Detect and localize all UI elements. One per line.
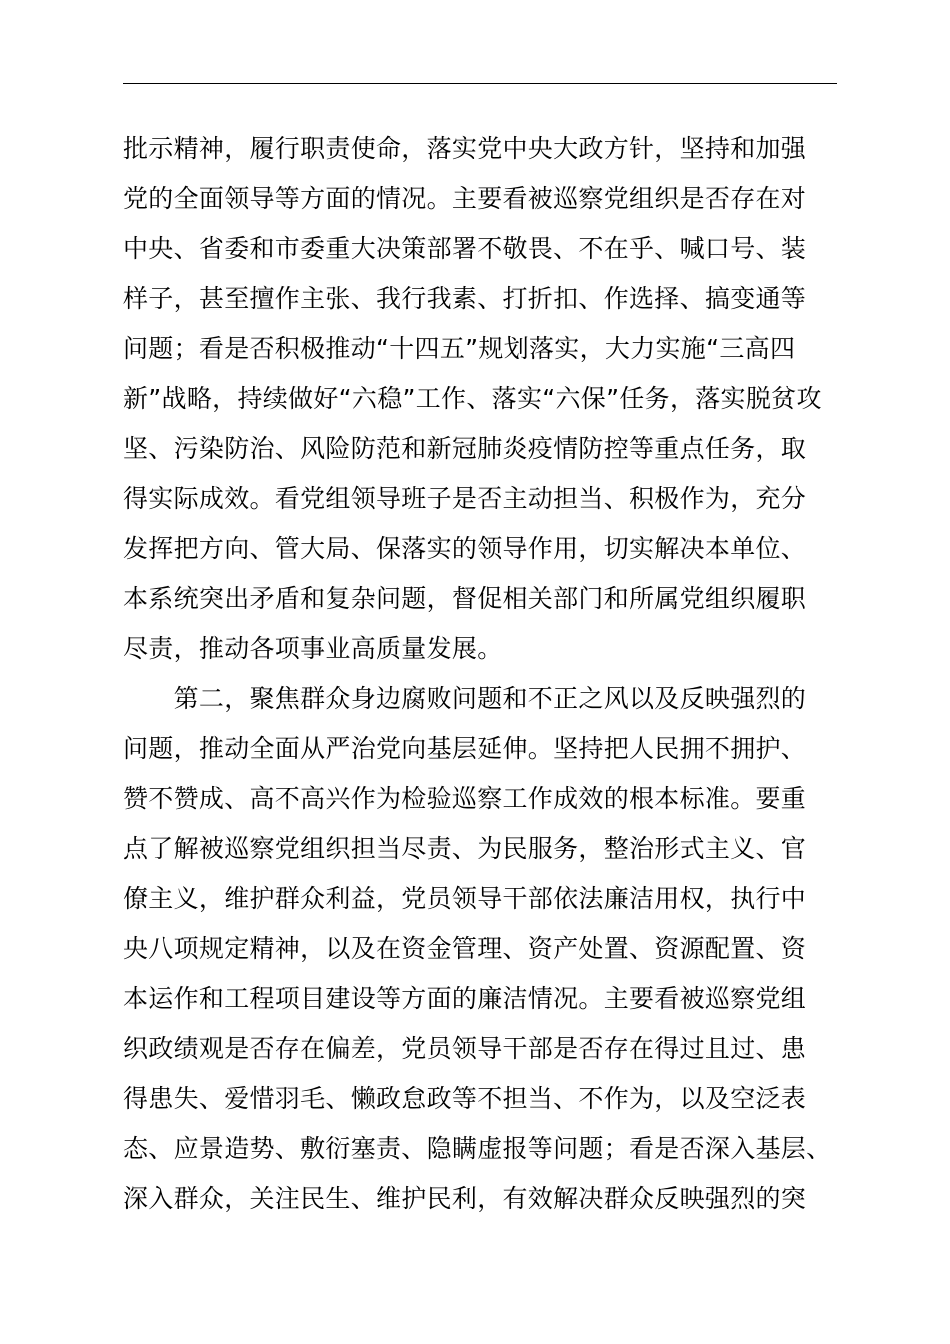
- text-line: 织政绩观是否存在偏差，党员领导干部是否存在得过且过、患: [123, 1034, 807, 1063]
- text-line: 央八项规定精神，以及在资金管理、资产处置、资源配置、资: [123, 934, 807, 963]
- paragraph-start-line: 第二，聚焦群众身边腐败问题和不正之风以及反映强烈的: [123, 684, 807, 713]
- body-text: [123, 124, 837, 1224]
- text-line: 批示精神，履行职责使命，落实党中央大政方针，坚持和加强: [123, 134, 807, 163]
- header-rule: [123, 83, 837, 84]
- text-line: 僚主义，维护群众利益，党员领导干部依法廉洁用权，执行中: [123, 884, 807, 913]
- text-line: 样子，甚至擅作主张、我行我素、打折扣、作选择、搞变通等: [123, 284, 807, 313]
- text-line: 尽责，推动各项事业高质量发展。: [123, 634, 503, 663]
- text-line: 本运作和工程项目建设等方面的廉洁情况。主要看被巡察党组: [123, 984, 807, 1013]
- text-line: 深入群众，关注民生、维护民利，有效解决群众反映强烈的突: [123, 1184, 807, 1213]
- text-line: 问题；看是否积极推动“十四五”规划落实，大力实施“三高四: [123, 334, 796, 363]
- text-line: 中央、省委和市委重大决策部署不敬畏、不在乎、喊口号、装: [123, 234, 807, 263]
- text-line: 态、应景造势、敷衍塞责、隐瞒虚报等问题；看是否深入基层、: [123, 1134, 832, 1163]
- text-line: 点了解被巡察党组织担当尽责、为民服务，整治形式主义、官: [123, 834, 807, 863]
- text-line: 新”战略，持续做好“六稳”工作、落实“六保”任务，落实脱贫攻: [123, 384, 822, 413]
- text-line: 本系统突出矛盾和复杂问题，督促相关部门和所属党组织履职: [123, 584, 807, 613]
- text-line: 发挥把方向、管大局、保落实的领导作用，切实解决本单位、: [123, 534, 807, 563]
- text-line: 坚、污染防治、风险防范和新冠肺炎疫情防控等重点任务，取: [123, 434, 807, 463]
- text-line: 党的全面领导等方面的情况。主要看被巡察党组织是否存在对: [123, 184, 807, 213]
- text-line: 赞不赞成、高不高兴作为检验巡察工作成效的根本标准。要重: [123, 784, 807, 813]
- text-line: 问题，推动全面从严治党向基层延伸。坚持把人民拥不拥护、: [123, 734, 807, 763]
- text-line: 得实际成效。看党组领导班子是否主动担当、积极作为，充分: [123, 484, 807, 513]
- text-line: 得患失、爱惜羽毛、懒政怠政等不担当、不作为，以及空泛表: [123, 1084, 807, 1113]
